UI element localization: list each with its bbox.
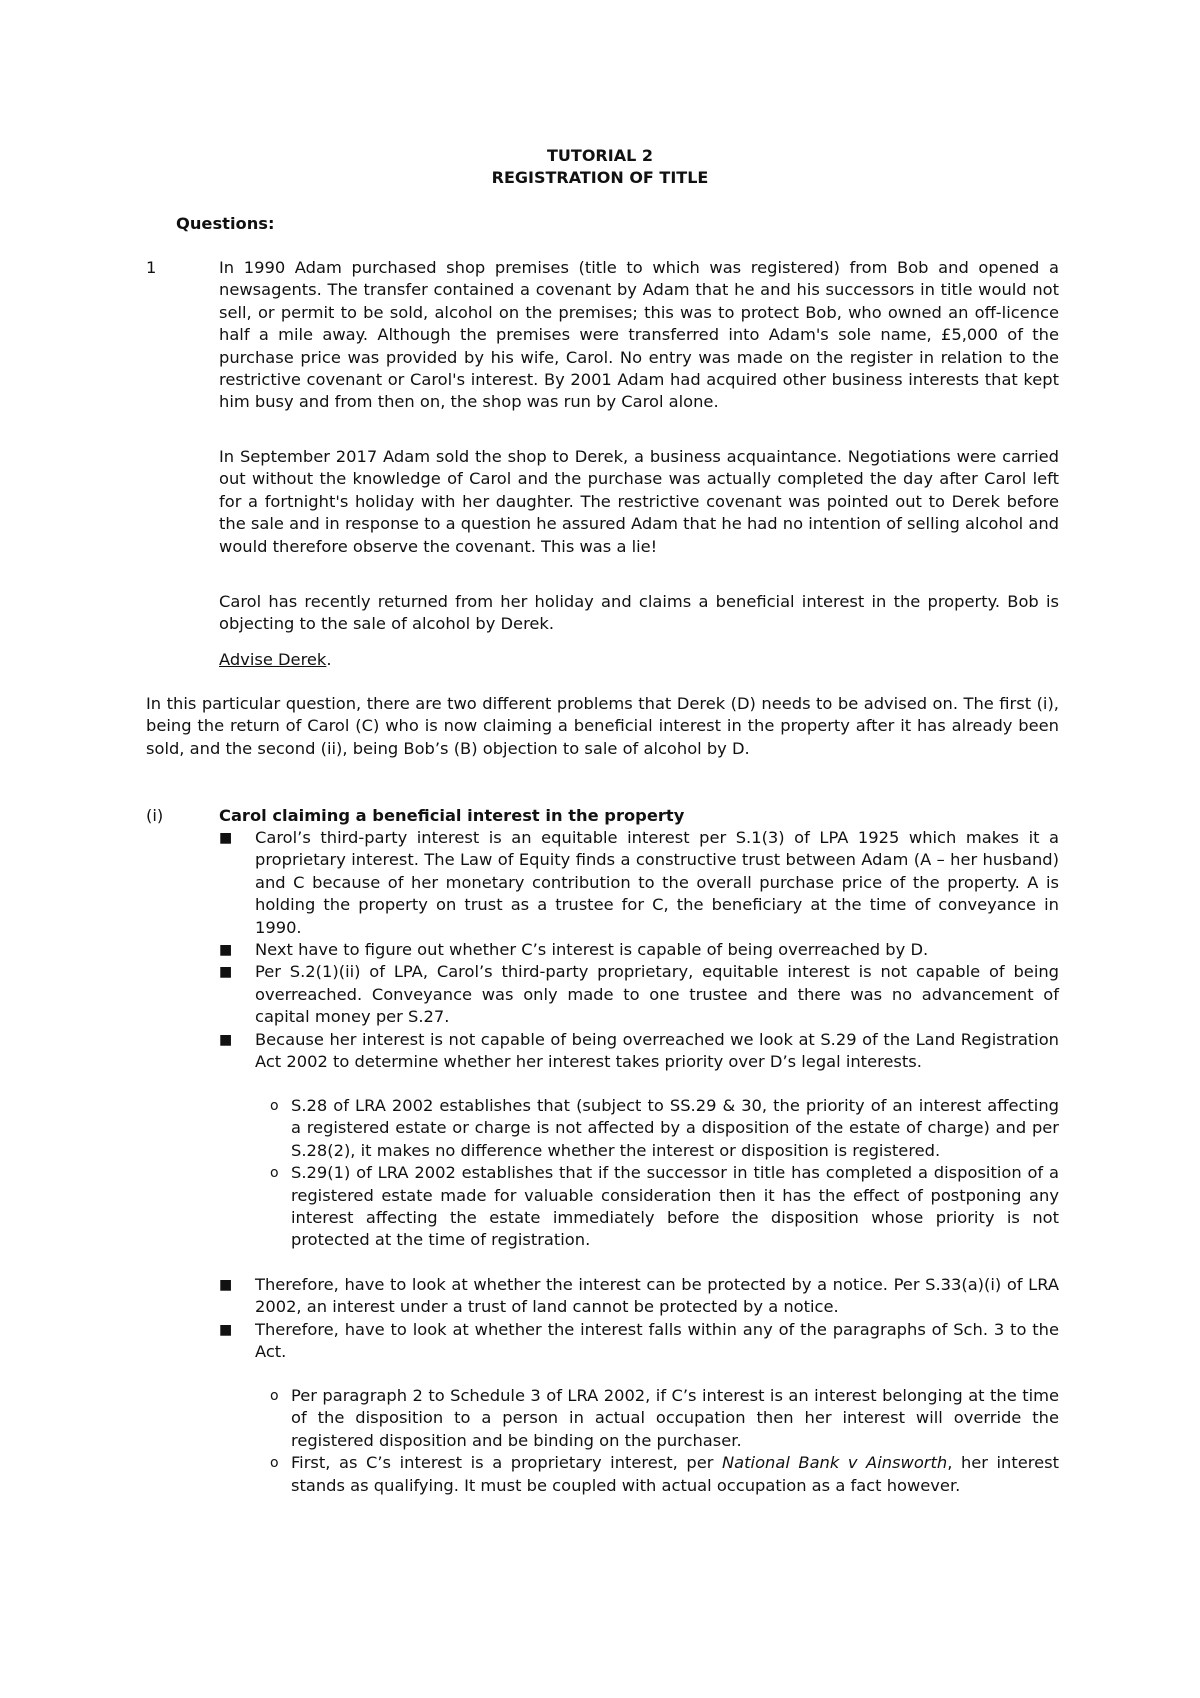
sub-list-item bbox=[255, 1095, 1059, 1162]
bullet-text: Per S.2(1)(ii) of LPA, Carol’s third-party proprietary, equitable interest is not capable of being overreached. Conveyance was only made to one trustee and there was no advancement of capital money per S.27. bbox=[255, 962, 1059, 1027]
bullet-text: Because her interest is not capable of being overreached we look at S.29 of the Land Registration Act 2002 to determine whether her interest takes priority over D’s legal interests. bbox=[255, 1029, 1059, 1072]
circle-bullet-icon: o bbox=[270, 1098, 279, 1114]
circle-bullet-icon: o bbox=[270, 1165, 279, 1182]
bullet-text: Therefore, have to look at whether the interest falls within any of the paragraphs of Sch. 3 to the Act. bbox=[255, 1319, 1059, 1362]
questions-label: Questions: bbox=[176, 214, 275, 233]
sub-list-item bbox=[255, 1385, 1059, 1452]
text-before-case: First, as C’s interest is a proprietary interest, per bbox=[291, 1453, 722, 1473]
sub-list-item bbox=[255, 1452, 1059, 1497]
square-bullet-icon: ■ bbox=[219, 942, 233, 959]
section-heading: Carol claiming a beneficial interest in the property bbox=[219, 806, 685, 825]
question-instruction bbox=[219, 649, 1059, 671]
list-item bbox=[219, 961, 1059, 1028]
list-item bbox=[219, 939, 1059, 961]
question-paragraph-2: In September 2017 Adam sold the shop to Derek, a business acquaintance. Negotiations were carried out without the knowledge of Carol and the purchase was actually completed the day after Carol left for a fortnight's holiday with her daughter. The restrictive covenant was pointed out to Derek before the sale and in response to a question he assured Adam that he had no intention of selling alcohol and would therefore observe the covenant. This was a lie! bbox=[219, 447, 1059, 556]
text-after-case: , her interest stands as qualifying. It must be coupled with actual occupation as a fact however. bbox=[291, 1453, 1059, 1495]
answer-bullet-list-2 bbox=[219, 1274, 1059, 1364]
answer-bullet-list bbox=[219, 827, 1059, 1073]
bullet-text: Carol’s third-party interest is an equitable interest per S.1(3) of LPA 1925 which makes it a proprietary interest. The Law of Equity finds a constructive trust between Adam (A – her husband) and C because of her monetary contribution to the overall purchase price of the property. A is holding the property on trust as a trustee for C, the beneficiary at the time of conveyance in 1990. bbox=[255, 828, 1059, 937]
square-bullet-icon: ■ bbox=[219, 1277, 233, 1293]
sub-bullet-text-last bbox=[291, 1453, 1059, 1494]
square-bullet-icon: ■ bbox=[219, 964, 233, 981]
bullet-text: Next have to figure out whether C’s interest is capable of being overreached by D. bbox=[255, 940, 929, 960]
advise-derek-text: Advise Derek bbox=[219, 650, 327, 669]
answer-intro: In this particular question, there are two different problems that Derek (D) needs to be advised on. The first (i), being the return of Carol (C) who is now claiming a beneficial interest in the property after it has already been sold, and the second (ii), being Bob’s (B) objection to sale of alcohol by D. bbox=[146, 694, 1059, 758]
section-number: (i) bbox=[146, 806, 164, 825]
sub-bullet-text: S.28 of LRA 2002 establishes that (subject to SS.29 & 30, the priority of an interest affecting a registered estate or charge is not affected by a disposition of the estate of charge) and per S.28(2), it makes no difference whether the interest or disposition is registered. bbox=[291, 1096, 1059, 1160]
tutorial-subtitle: REGISTRATION OF TITLE bbox=[491, 168, 709, 187]
circle-bullet-icon: o bbox=[270, 1388, 279, 1404]
tutorial-title: TUTORIAL 2 bbox=[547, 146, 653, 165]
square-bullet-icon: ■ bbox=[219, 1031, 233, 1048]
list-item bbox=[219, 1319, 1059, 1364]
sub-bullet-list-1 bbox=[255, 1095, 1059, 1252]
square-bullet-icon: ■ bbox=[219, 830, 233, 846]
list-item bbox=[219, 1029, 1059, 1074]
instruction-suffix: . bbox=[326, 650, 332, 669]
list-item bbox=[219, 827, 1059, 939]
sub-bullet-text: Per paragraph 2 to Schedule 3 of LRA 2002, if C’s interest is an interest belonging at the time of the disposition to a person in actual occupation then her interest will override the registered disposition and be binding on the purchaser. bbox=[291, 1386, 1059, 1450]
circle-bullet-icon: o bbox=[270, 1455, 279, 1472]
question-number: 1 bbox=[146, 258, 157, 277]
question-paragraph-1: In 1990 Adam purchased shop premises (title to which was registered) from Bob and opened a newsagents. The transfer contained a covenant by Adam that he and his successors in title would not sell, or permit to be sold, alcohol on the premises; this was to protect Bob, who owned an off-licence half a mile away. Although the premises were transferred into Adam's sole name, £5,000 of the purchase price was provided by his wife, Carol. No entry was made on the register in relation to the restrictive covenant or Carol's interest. By 2001 Adam had acquired other business interests that kept him busy and from then on, the shop was run by Carol alone. bbox=[219, 258, 1059, 412]
case-name: National Bank v Ainsworth bbox=[722, 1453, 948, 1473]
question-paragraph-3: Carol has recently returned from her holiday and claims a beneficial interest in the property. Bob is objecting to the sale of alcohol by Derek. bbox=[219, 592, 1059, 634]
bullet-text: Therefore, have to look at whether the interest can be protected by a notice. Per S.33(a)(i) of LRA 2002, an interest under a trust of land cannot be protected by a notice. bbox=[255, 1275, 1059, 1317]
list-item bbox=[219, 1274, 1059, 1319]
sub-list-item bbox=[255, 1162, 1059, 1252]
square-bullet-icon: ■ bbox=[219, 1321, 233, 1338]
sub-bullet-list-2 bbox=[255, 1385, 1059, 1497]
sub-bullet-text: S.29(1) of LRA 2002 establishes that if the successor in title has completed a disposition of a registered estate made for valuable consideration then it has the effect of postponing any interest affecting the estate immediately before the disposition whose priority is not protected at the time of registration. bbox=[291, 1163, 1059, 1250]
